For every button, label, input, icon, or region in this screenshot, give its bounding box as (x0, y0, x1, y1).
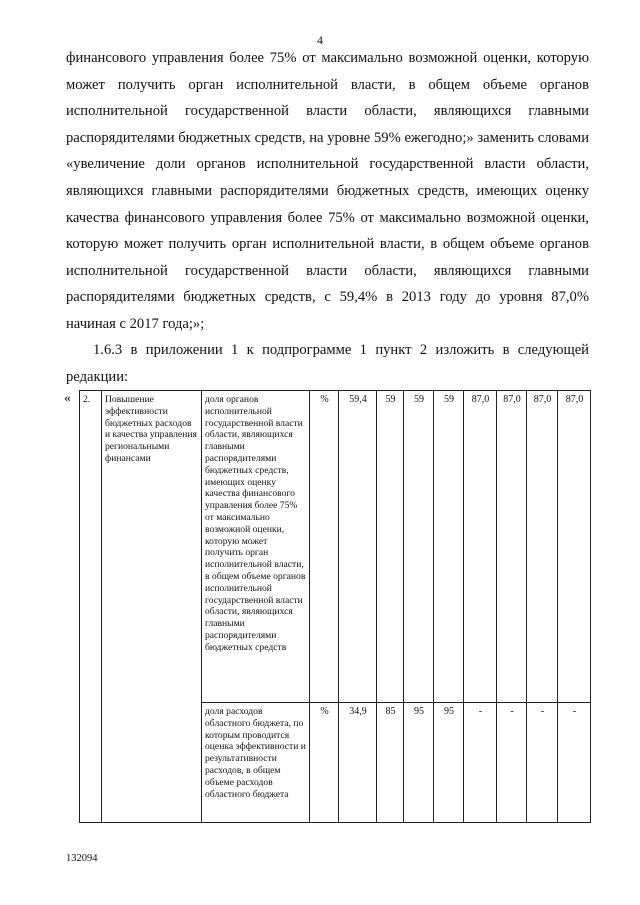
table-row (80, 391, 591, 703)
body-paragraph-1: финансового управления более 75% от максимально возможной оценки, которую может получить орган исполнительной власти, в общем объеме органов исполнительной государственной власти области, являющихся главными распорядителями бюджетных средств, на уровне 59% ежегодно;» заменить словами «увеличение доли органов исполнительной государственной власти области, являющихся главными распорядителями бюджетных средств, имеющих оценку качества финансового управления более 75% от максимально возможной оценки, которую может получить орган исполнительной власти, в общем объеме органов исполнительной государственной власти области, являющихся главными распорядителями бюджетных средств, с 59,4% в 2013 году до уровня 87,0% начиная с 2017 года;»; (66, 50, 589, 332)
task-cell: Повышение эффективности бюджетных расходов и качества управления региональными финансами (102, 391, 202, 823)
opening-quote-mark: « (64, 391, 71, 406)
value-cell: 59 (434, 391, 464, 703)
indicators-table (79, 390, 591, 823)
value-cell: 95 (434, 703, 464, 823)
value-cell: - (497, 703, 527, 823)
value-cell: 85 (377, 703, 404, 823)
value-cell: 95 (404, 703, 434, 823)
value-cell: 59 (404, 391, 434, 703)
value-cell: 34,9 (339, 703, 377, 823)
body-paragraph-2: 1.6.3 в приложении 1 к подпрограмме 1 пункт 2 изложить в следующей редакции: (66, 342, 589, 385)
value-cell: - (558, 703, 591, 823)
value-cell: 87,0 (497, 391, 527, 703)
value-cell: 59,4 (339, 391, 377, 703)
document-code: 132094 (66, 853, 98, 864)
indicator-name-cell: доля органов исполнительной государственной власти области, являющихся главными распорядителями бюджетных средств, имеющих оценку качества финансового управления более 75% от максимально возможной оценки, которую может получить орган исполнительной власти, в общем объеме органов исполнительной государственной власти области, являющихся главными распорядителями бюджетных средств (202, 391, 310, 703)
unit-cell: % (310, 391, 339, 703)
value-cell: - (464, 703, 497, 823)
indicator-name-cell: доля расходов областного бюджета, по которым проводится оценка эффективности и результативности расходов, в общем объеме расходов областного бюджета (202, 703, 310, 823)
value-cell: 59 (377, 391, 404, 703)
value-cell: 87,0 (527, 391, 558, 703)
value-cell: - (527, 703, 558, 823)
value-cell: 87,0 (464, 391, 497, 703)
page-number: 4 (317, 33, 323, 47)
value-cell: 87,0 (558, 391, 591, 703)
unit-cell: % (310, 703, 339, 823)
row-number-cell: 2. (80, 391, 102, 823)
